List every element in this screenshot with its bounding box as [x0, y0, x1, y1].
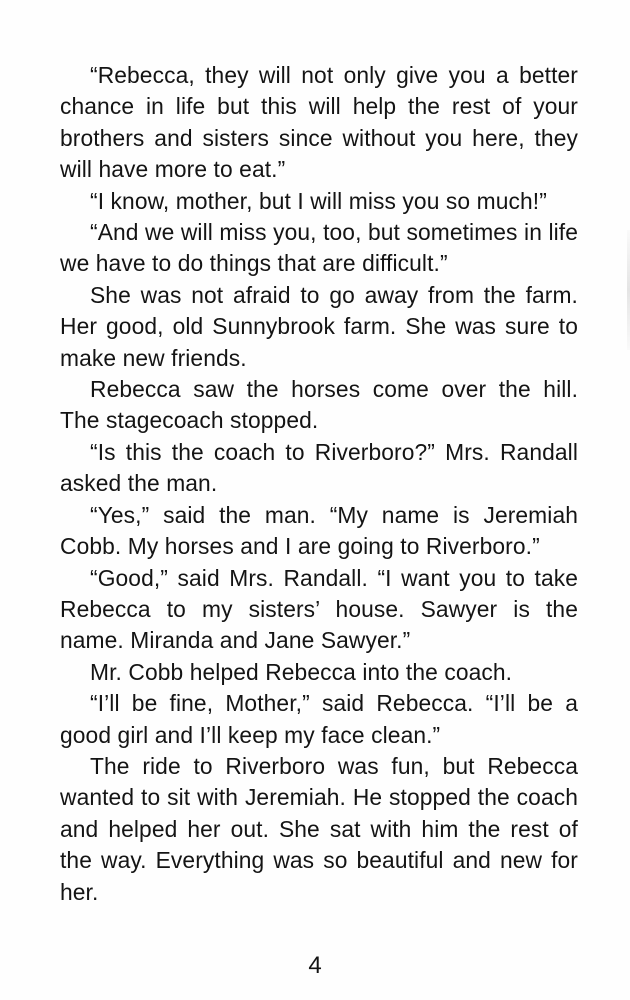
- paragraph: Rebecca saw the horses come over the hill. The stagecoach stopped.: [60, 376, 578, 434]
- paragraph: She was not afraid to go away from the farm. Her good, old Sunnybrook farm. She was sure to make new friends.: [60, 281, 578, 371]
- paragraph: “Yes,” said the man. “My name is Jeremiah Cobb. My horses and I are going to Riverboro.”: [60, 501, 578, 560]
- paragraph: “I know, mother, but I will miss you so much!”: [90, 187, 547, 214]
- paragraph: The ride to Riverboro was fun, but Rebecca wanted to sit with Jeremiah. He stopped the coach and helped her out. She sat with him the rest of the way. Everything was so beautiful and new for her.: [60, 752, 578, 905]
- paragraph: “Good,” said Mrs. Randall. “I want you to take Rebecca to my sisters’ house. Sawyer is the name. Miranda and Jane Sawyer.”: [60, 564, 578, 654]
- paragraph: “I’ll be fine, Mother,” said Rebecca. “I’ll be a good girl and I’ll keep my face clean.”: [60, 690, 578, 748]
- page-number: 4: [308, 952, 322, 979]
- body-text: [60, 60, 578, 908]
- paragraph: “And we will miss you, too, but sometimes in life we have to do things that are difficult.”: [60, 219, 578, 277]
- paragraph: “Is this the coach to Riverboro?” Mrs. Randall asked the man.: [60, 438, 578, 497]
- paragraph: “Rebecca, they will not only give you a better chance in life but this will help the rest of your brothers and sisters since without you here, they will have more to eat.”: [60, 62, 578, 183]
- paragraph: Mr. Cobb helped Rebecca into the coach.: [90, 658, 513, 685]
